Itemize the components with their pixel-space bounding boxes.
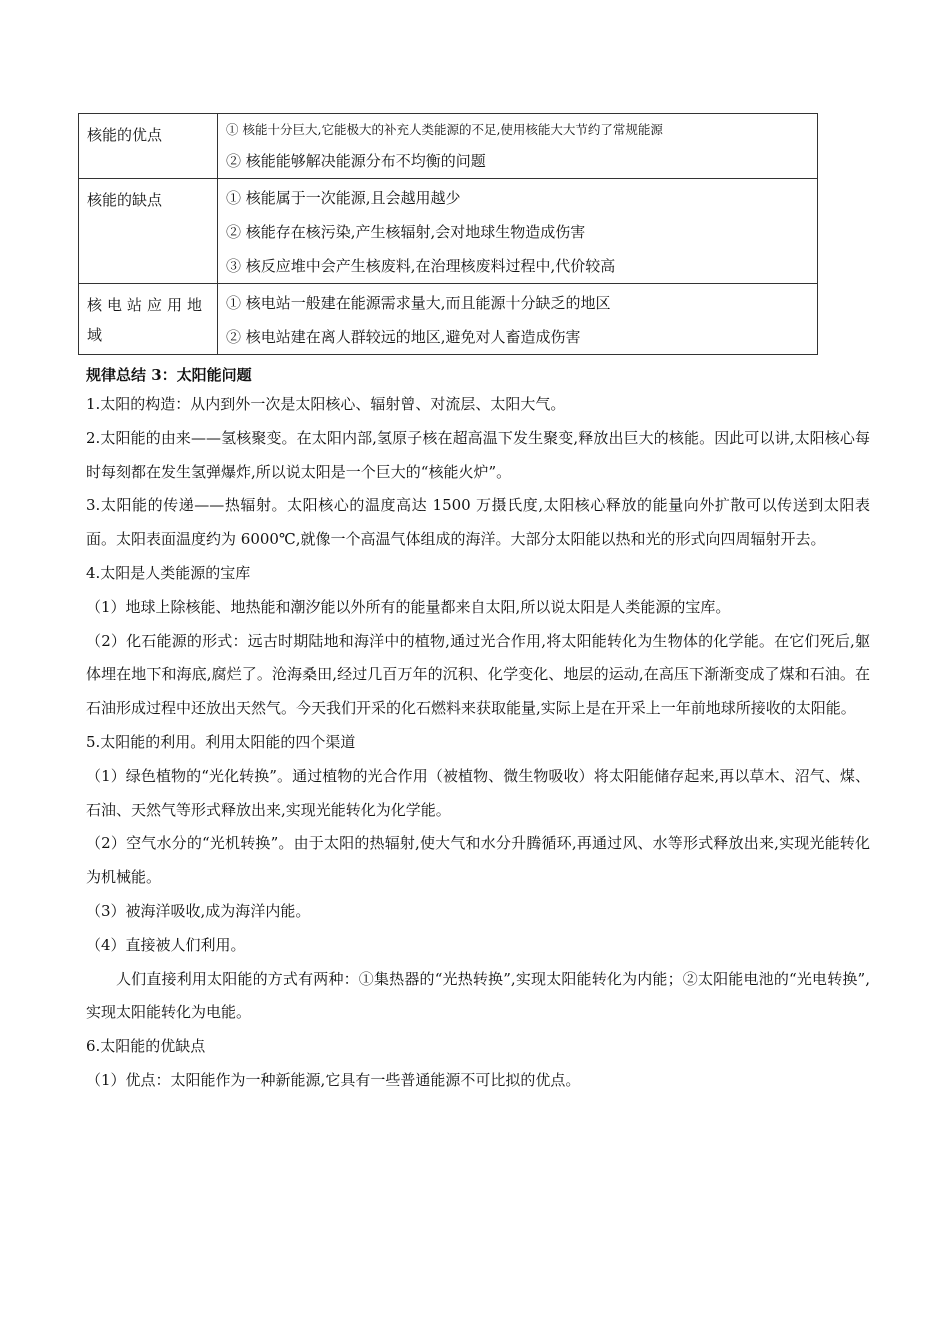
row-label	[79, 284, 218, 355]
cell-line: ① 核能十分巨大,它能极大的补充人类能源的不足,使用核能大大节约了常规能源	[226, 122, 663, 137]
row-content	[218, 114, 818, 179]
row-content	[218, 179, 818, 284]
row-label: 核能的缺点	[79, 179, 218, 284]
paragraph: 5.太阳能的利用。利用太阳能的四个渠道	[86, 732, 356, 751]
cell-line: ② 核能存在核污染,产生核辐射,会对地球生物造成伤害	[226, 223, 586, 241]
paragraph: （1）优点：太阳能作为一种新能源,它具有一些普通能源不可比拟的优点。	[86, 1070, 581, 1089]
paragraph: （4）直接被人们利用。	[86, 935, 246, 954]
table-row	[79, 114, 818, 179]
paragraph: （1）地球上除核能、地热能和潮汐能以外所有的能量都来自太阳,所以说太阳是人类能源的宝库。	[86, 597, 731, 616]
nuclear-energy-table	[78, 113, 818, 355]
cell-line: ③ 核反应堆中会产生核废料,在治理核废料过程中,代价较高	[226, 257, 616, 275]
row-label-line: 核电站应用地	[87, 296, 208, 314]
paragraph: 2.太阳能的由来——氢核聚变。在太阳内部,氢原子核在超高温下发生聚变,释放出巨大的核能。因此可以讲,太阳核心每时每刻都在发生氢弹爆炸,所以说太阳是一个巨大的“核能火炉”。	[86, 428, 870, 481]
cell-line: ① 核能属于一次能源,且会越用越少	[226, 189, 461, 207]
table-row	[79, 179, 818, 284]
row-label: 核能的优点	[79, 114, 218, 179]
cell-line: ① 核电站一般建在能源需求量大,而且能源十分缺乏的地区	[226, 294, 611, 312]
paragraph: （2）空气水分的“光机转换”。由于太阳的热辐射,使大气和水分升腾循环,再通过风、水等形式释放出来,实现光能转化为机械能。	[86, 834, 870, 887]
paragraph: （1）绿色植物的“光化转换”。通过植物的光合作用（被植物、微生物吸收）将太阳能储存起来,再以草木、沼气、煤、石油、天然气等形式释放出来,实现光能转化为化学能。	[86, 766, 870, 819]
section-heading: 规律总结 3：太阳能问题	[86, 366, 252, 384]
document-body	[86, 362, 870, 1098]
paragraph: 人们直接利用太阳能的方式有两种：①集热器的“光热转换”,实现太阳能转化为内能；②太阳能电池的“光电转换”,实现太阳能转化为电能。	[86, 969, 870, 1022]
paragraph: （2）化石能源的形式：远古时期陆地和海洋中的植物,通过光合作用,将太阳能转化为生物体的化学能。在它们死后,躯体埋在地下和海底,腐烂了。沧海桑田,经过几百万年的沉积、化学变化、地层的运动,在高压下渐渐变成了煤和石油。在石油形成过程中还放出天然气。今天我们开采的化石燃料来获取能量,实际上是在开采上一年前地球所接收的太阳能。	[86, 631, 870, 718]
paragraph: （3）被海洋吸收,成为海洋内能。	[86, 901, 311, 920]
paragraph: 4.太阳是人类能源的宝库	[86, 563, 251, 582]
cell-line: ② 核能能够解决能源分布不均衡的问题	[226, 152, 486, 170]
paragraph: 6.太阳能的优缺点	[86, 1037, 206, 1056]
paragraph: 1.太阳的构造：从内到外一次是太阳核心、辐射曾、对流层、太阳大气。	[86, 395, 566, 413]
cell-line: ② 核电站建在离人群较远的地区,避免对人畜造成伤害	[226, 328, 581, 346]
row-content	[218, 284, 818, 355]
row-label-line: 域	[87, 326, 108, 344]
table-row	[79, 284, 818, 355]
paragraph: 3.太阳能的传递——热辐射。太阳核心的温度高达 1500 万摄氏度,太阳核心释放的能量向外扩散可以传送到太阳表面。太阳表面温度约为 6000℃,就像一个高温气体组成的海洋。大部分太阳能以热和光的形式向四周辐射开去。	[86, 496, 870, 549]
